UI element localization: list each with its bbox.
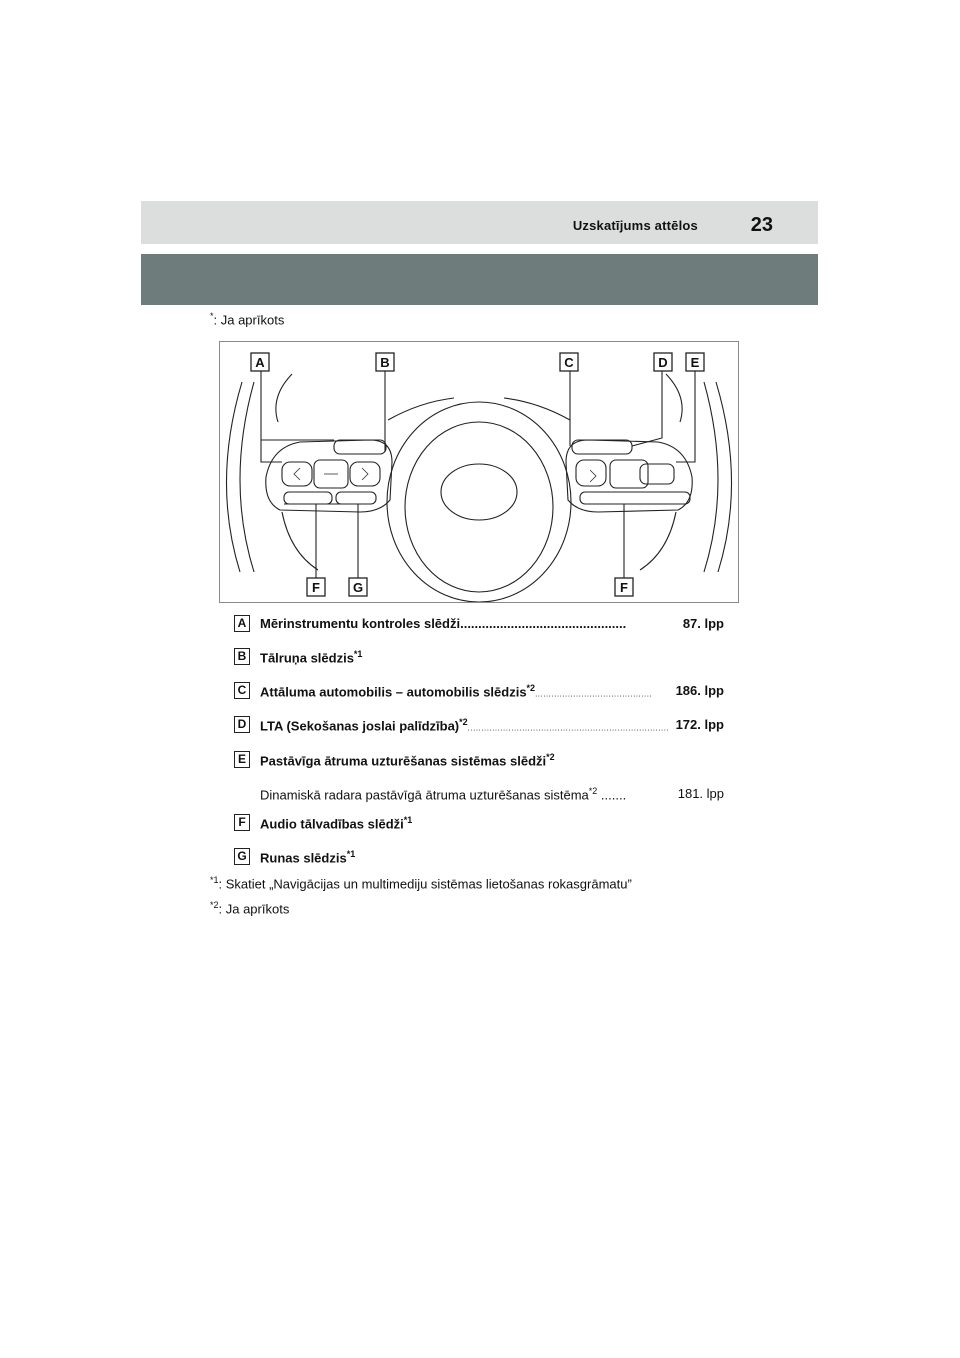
sub-item-label: Dinamiskā radara pastāvīgā ātruma uzturēšanas sistēma <box>260 787 589 803</box>
item-page: 87. lpp <box>682 616 724 631</box>
legend-item-d <box>234 716 724 736</box>
item-label-text: Pastāvīga ātruma uzturēšanas sistēmas slēdži <box>260 753 547 769</box>
sub-item-page: 181. lpp <box>677 786 724 801</box>
callout-b: B <box>380 355 390 370</box>
item-label-text: Mērinstrumentu kontroles slēdži <box>260 616 461 631</box>
leader-dots: .............................................. <box>460 616 627 631</box>
item-sup: *2 <box>546 752 555 762</box>
item-label-text: Runas slēdzis <box>260 850 347 866</box>
rim-left-inner <box>240 382 254 572</box>
item-label <box>260 717 669 733</box>
item-label-text: Audio tālvadības slēdži <box>260 816 404 832</box>
item-sup: *1 <box>353 649 363 659</box>
section-title: Uzskatījums attēlos <box>572 218 698 233</box>
footnote-mark: *1 <box>210 875 219 885</box>
page-header <box>141 201 818 244</box>
item-sup: *2 <box>526 683 536 693</box>
leader-dots: .......................................................................... <box>467 723 670 733</box>
hub-inner <box>405 422 553 592</box>
legend-item-f <box>234 814 724 834</box>
item-key: C <box>234 682 250 699</box>
item-page: 172. lpp <box>675 717 724 732</box>
legend-item-a <box>234 615 724 635</box>
leader-dots: ........................................... <box>535 689 653 699</box>
item-label <box>260 683 652 699</box>
top-note-text: : Ja aprīkots <box>213 312 285 328</box>
sub-item <box>260 786 724 804</box>
rim-right-inner <box>704 382 718 572</box>
center-logo <box>441 464 517 520</box>
item-sup: *1 <box>346 849 356 859</box>
page-number: 23 <box>750 214 773 236</box>
item-label <box>260 849 355 865</box>
item-sup: *1 <box>403 815 413 825</box>
item-label-text: Attāluma automobilis – automobilis slēdzis <box>260 684 527 700</box>
callout-g: G <box>352 580 364 595</box>
callout-d: D <box>658 355 668 370</box>
item-label <box>260 815 412 831</box>
item-key: B <box>234 648 250 665</box>
top-note-mark: * <box>210 311 214 321</box>
callout-e: E <box>690 355 700 370</box>
legend-item-c <box>234 682 724 702</box>
item-key: A <box>234 615 250 632</box>
item-label <box>260 616 626 631</box>
sub-item-sup: *2 <box>588 786 598 796</box>
item-key: G <box>234 848 250 865</box>
footnote-1 <box>210 875 632 891</box>
top-note <box>210 311 284 327</box>
item-label-text: LTA (Sekošanas joslai palīdzība) <box>260 718 460 734</box>
legend-item-b <box>234 648 724 668</box>
steering-wheel-illustration <box>220 342 738 602</box>
callout-c: C <box>564 355 574 370</box>
item-label-text: Tālruņa slēdzis <box>260 650 354 666</box>
legend-item-g <box>234 848 724 868</box>
leader-dots: ....... <box>597 787 627 803</box>
header-band <box>141 254 818 305</box>
callout-f-right: F <box>620 580 628 595</box>
item-key: E <box>234 751 250 768</box>
item-page: 186. lpp <box>675 683 724 698</box>
item-sup: *2 <box>459 717 468 727</box>
legend-item-e <box>234 751 724 771</box>
footnote-2 <box>210 900 289 916</box>
item-label <box>260 649 362 665</box>
footnote-mark: *2 <box>210 900 219 910</box>
item-key: D <box>234 716 250 733</box>
item-key: F <box>234 814 250 831</box>
footnote-text: : Ja aprīkots <box>218 901 290 917</box>
footnote-text: : Skatiet „Navigācijas un multimediju sistēmas lietošanas rokasgrāmatu” <box>218 876 632 892</box>
item-label <box>260 752 555 768</box>
hub-outer <box>387 402 571 602</box>
callout-f-left: F <box>312 580 320 595</box>
steering-wheel-figure <box>219 341 739 603</box>
callout-a: A <box>255 355 265 370</box>
